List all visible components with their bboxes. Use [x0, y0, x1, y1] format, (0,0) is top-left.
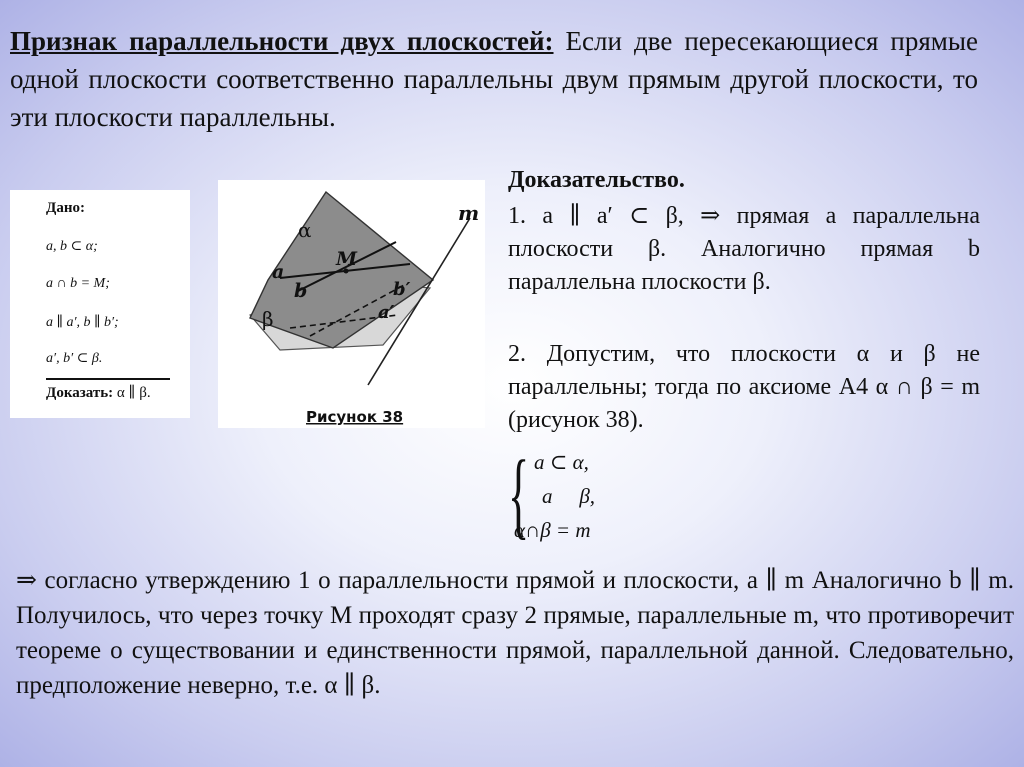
- brace-icon: {: [508, 441, 530, 549]
- label-M: M: [336, 248, 358, 270]
- theorem-title: Признак параллельности двух плоскостей:: [10, 26, 554, 56]
- given-divider: [46, 378, 170, 380]
- system-line-3: α∩β = m: [514, 518, 591, 542]
- proof-step-2: 2. Допустим, что плоскости α и β не параллельны; тогда по аксиоме А4 α ∩ β = m (рисунок 38).: [508, 341, 980, 433]
- label-a: a: [272, 261, 285, 283]
- prove-statement: [46, 383, 151, 402]
- label-b: b: [294, 280, 308, 302]
- given-line-1: a, b ⊂ α;: [46, 239, 98, 254]
- given-line-2: a ∩ b = M;: [46, 276, 110, 291]
- equation-system: [508, 441, 648, 549]
- proof-step-1: 1. a ∥ a′ ⊂ β, ⇒ прямая a параллельна плоскости β. Аналогично прямая b параллельна плоскости β.: [508, 203, 980, 295]
- label-b-prime: b′: [393, 279, 411, 300]
- given-title: Дано:: [46, 200, 85, 216]
- prove-label: Доказать:: [46, 385, 114, 401]
- label-a-prime: a′: [378, 302, 395, 323]
- planes-diagram: [218, 180, 485, 428]
- label-beta: β: [262, 307, 274, 331]
- conclusion-text: ⇒ согласно утверждению 1 о параллельности прямой и плоскости, a ∥ m Аналогично b ∥ m. Получилось, что через точку M проходят сразу 2 прямые, параллельные m, что противоречит теореме о существовании и единственности прямой, параллельной данной. Следовательно, предположение неверно, т.е. α ∥ β.: [16, 567, 1014, 699]
- theorem-text: Если две пересекающиеся прямые одной плоскости соответственно параллельны двум прямым другой плоскости, то эти плоскости параллельны.: [10, 26, 978, 132]
- system-line-2: a ⃞ β,: [542, 484, 596, 508]
- given-line-4: a′, b′ ⊂ β.: [46, 351, 103, 366]
- figure-38: [218, 180, 485, 428]
- label-alpha: α: [298, 218, 312, 242]
- given-panel: [10, 190, 190, 418]
- given-line-3: a ∥ a′, b ∥ b′;: [46, 315, 119, 330]
- system-line-1: a ⊂ α,: [534, 450, 589, 474]
- prove-value: α ∥ β.: [113, 385, 151, 401]
- label-m: m: [458, 201, 480, 225]
- figure-caption: Рисунок 38: [306, 408, 404, 426]
- theorem-statement: [10, 22, 978, 136]
- proof-heading: Доказательство.: [508, 167, 685, 193]
